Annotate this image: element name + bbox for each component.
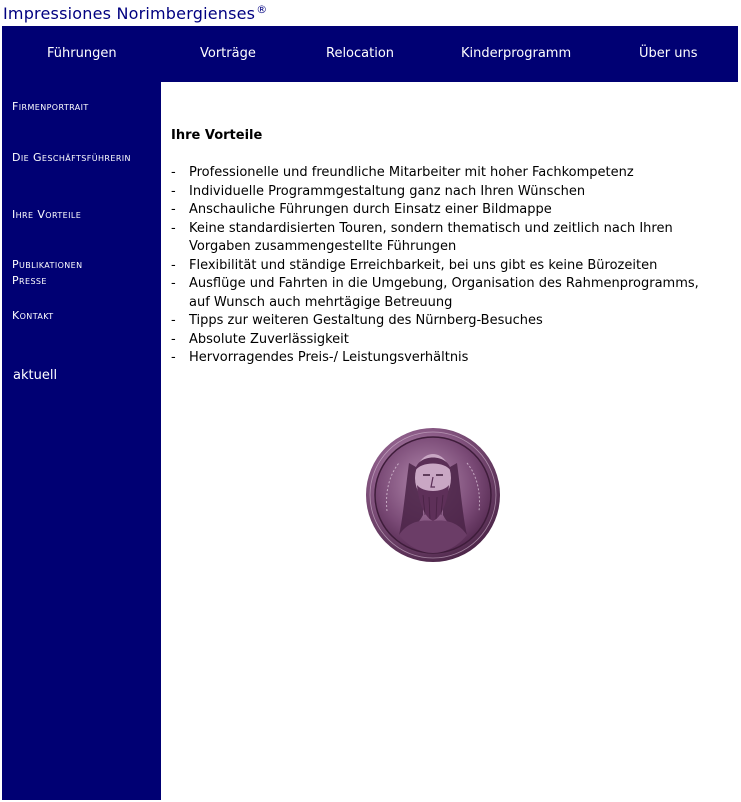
bullet-dash: - [171,183,176,199]
list-item-text: Anschauliche Führungen durch Einsatz einer Bildmappe [189,202,552,217]
list-item-text: Tipps zur weiteren Gestaltung des Nürnberg-Besuches [189,313,543,328]
medallion-portrait-icon [353,423,513,567]
topnav-vortraege[interactable]: Vorträge [200,46,256,61]
topnav-fuehrungen[interactable]: Führungen [47,46,117,61]
advantages-list [171,164,701,368]
bullet-dash: - [171,276,176,291]
list-item [171,331,701,350]
bullet-dash: - [171,350,176,365]
list-item [171,201,701,220]
sidenav-geschaeftsfuehrerin[interactable]: Die Geschäftsführerin [12,151,131,164]
list-item [171,164,701,183]
sidenav-firmenportrait[interactable]: Firmenportrait [12,100,89,113]
registered-mark: ® [256,3,268,16]
page-heading: Ihre Vorteile [171,128,263,143]
list-item [171,220,701,257]
bullet-dash: - [171,202,176,217]
main-content [171,127,731,365]
sidenav-aktuell[interactable]: aktuell [13,368,58,383]
list-item [171,349,701,368]
list-item-text: Hervorragendes Preis-/ Leistungsverhältnis [189,350,469,365]
list-item [171,257,701,276]
bullet-dash: - [171,331,176,347]
list-item [171,183,701,202]
topnav-ueber-uns[interactable]: Über uns [639,46,698,61]
bullet-dash: - [171,220,176,236]
side-navigation [2,82,161,800]
list-item [171,275,701,312]
top-navigation [2,26,738,82]
site-title-text: Impressiones Norimbergienses [3,4,256,23]
site-title [3,4,267,23]
list-item-text: Absolute Zuverlässigkeit [189,331,349,347]
sidenav-publikationen-presse[interactable]: Publikationen Presse [12,258,83,287]
list-item [171,312,701,331]
list-item-text: Keine standardisierten Touren, sondern thematisch und zeitlich nach Ihren Vorgaben zusammengestellte Führungen [189,220,673,254]
bullet-dash: - [171,165,176,180]
list-item-text: Ausflüge und Fahrten in die Umgebung, Organisation des Rahmenprogramms, auf Wunsch auch mehrtägige Betreuung [189,276,699,310]
sidenav-ihre-vorteile[interactable]: Ihre Vorteile [12,208,82,221]
topnav-relocation[interactable]: Relocation [326,46,395,61]
list-item-text: Professionelle und freundliche Mitarbeiter mit hoher Fachkompetenz [189,165,634,180]
medallion-image [353,423,513,567]
bullet-dash: - [171,313,176,328]
list-item-text: Flexibilität und ständige Erreichbarkeit, bei uns gibt es keine Bürozeiten [189,257,658,273]
list-item-text: Individuelle Programmgestaltung ganz nach Ihren Wünschen [189,183,586,199]
topnav-kinderprogramm[interactable]: Kinderprogramm [461,46,572,61]
bullet-dash: - [171,257,176,273]
sidenav-kontakt[interactable]: Kontakt [12,309,54,322]
